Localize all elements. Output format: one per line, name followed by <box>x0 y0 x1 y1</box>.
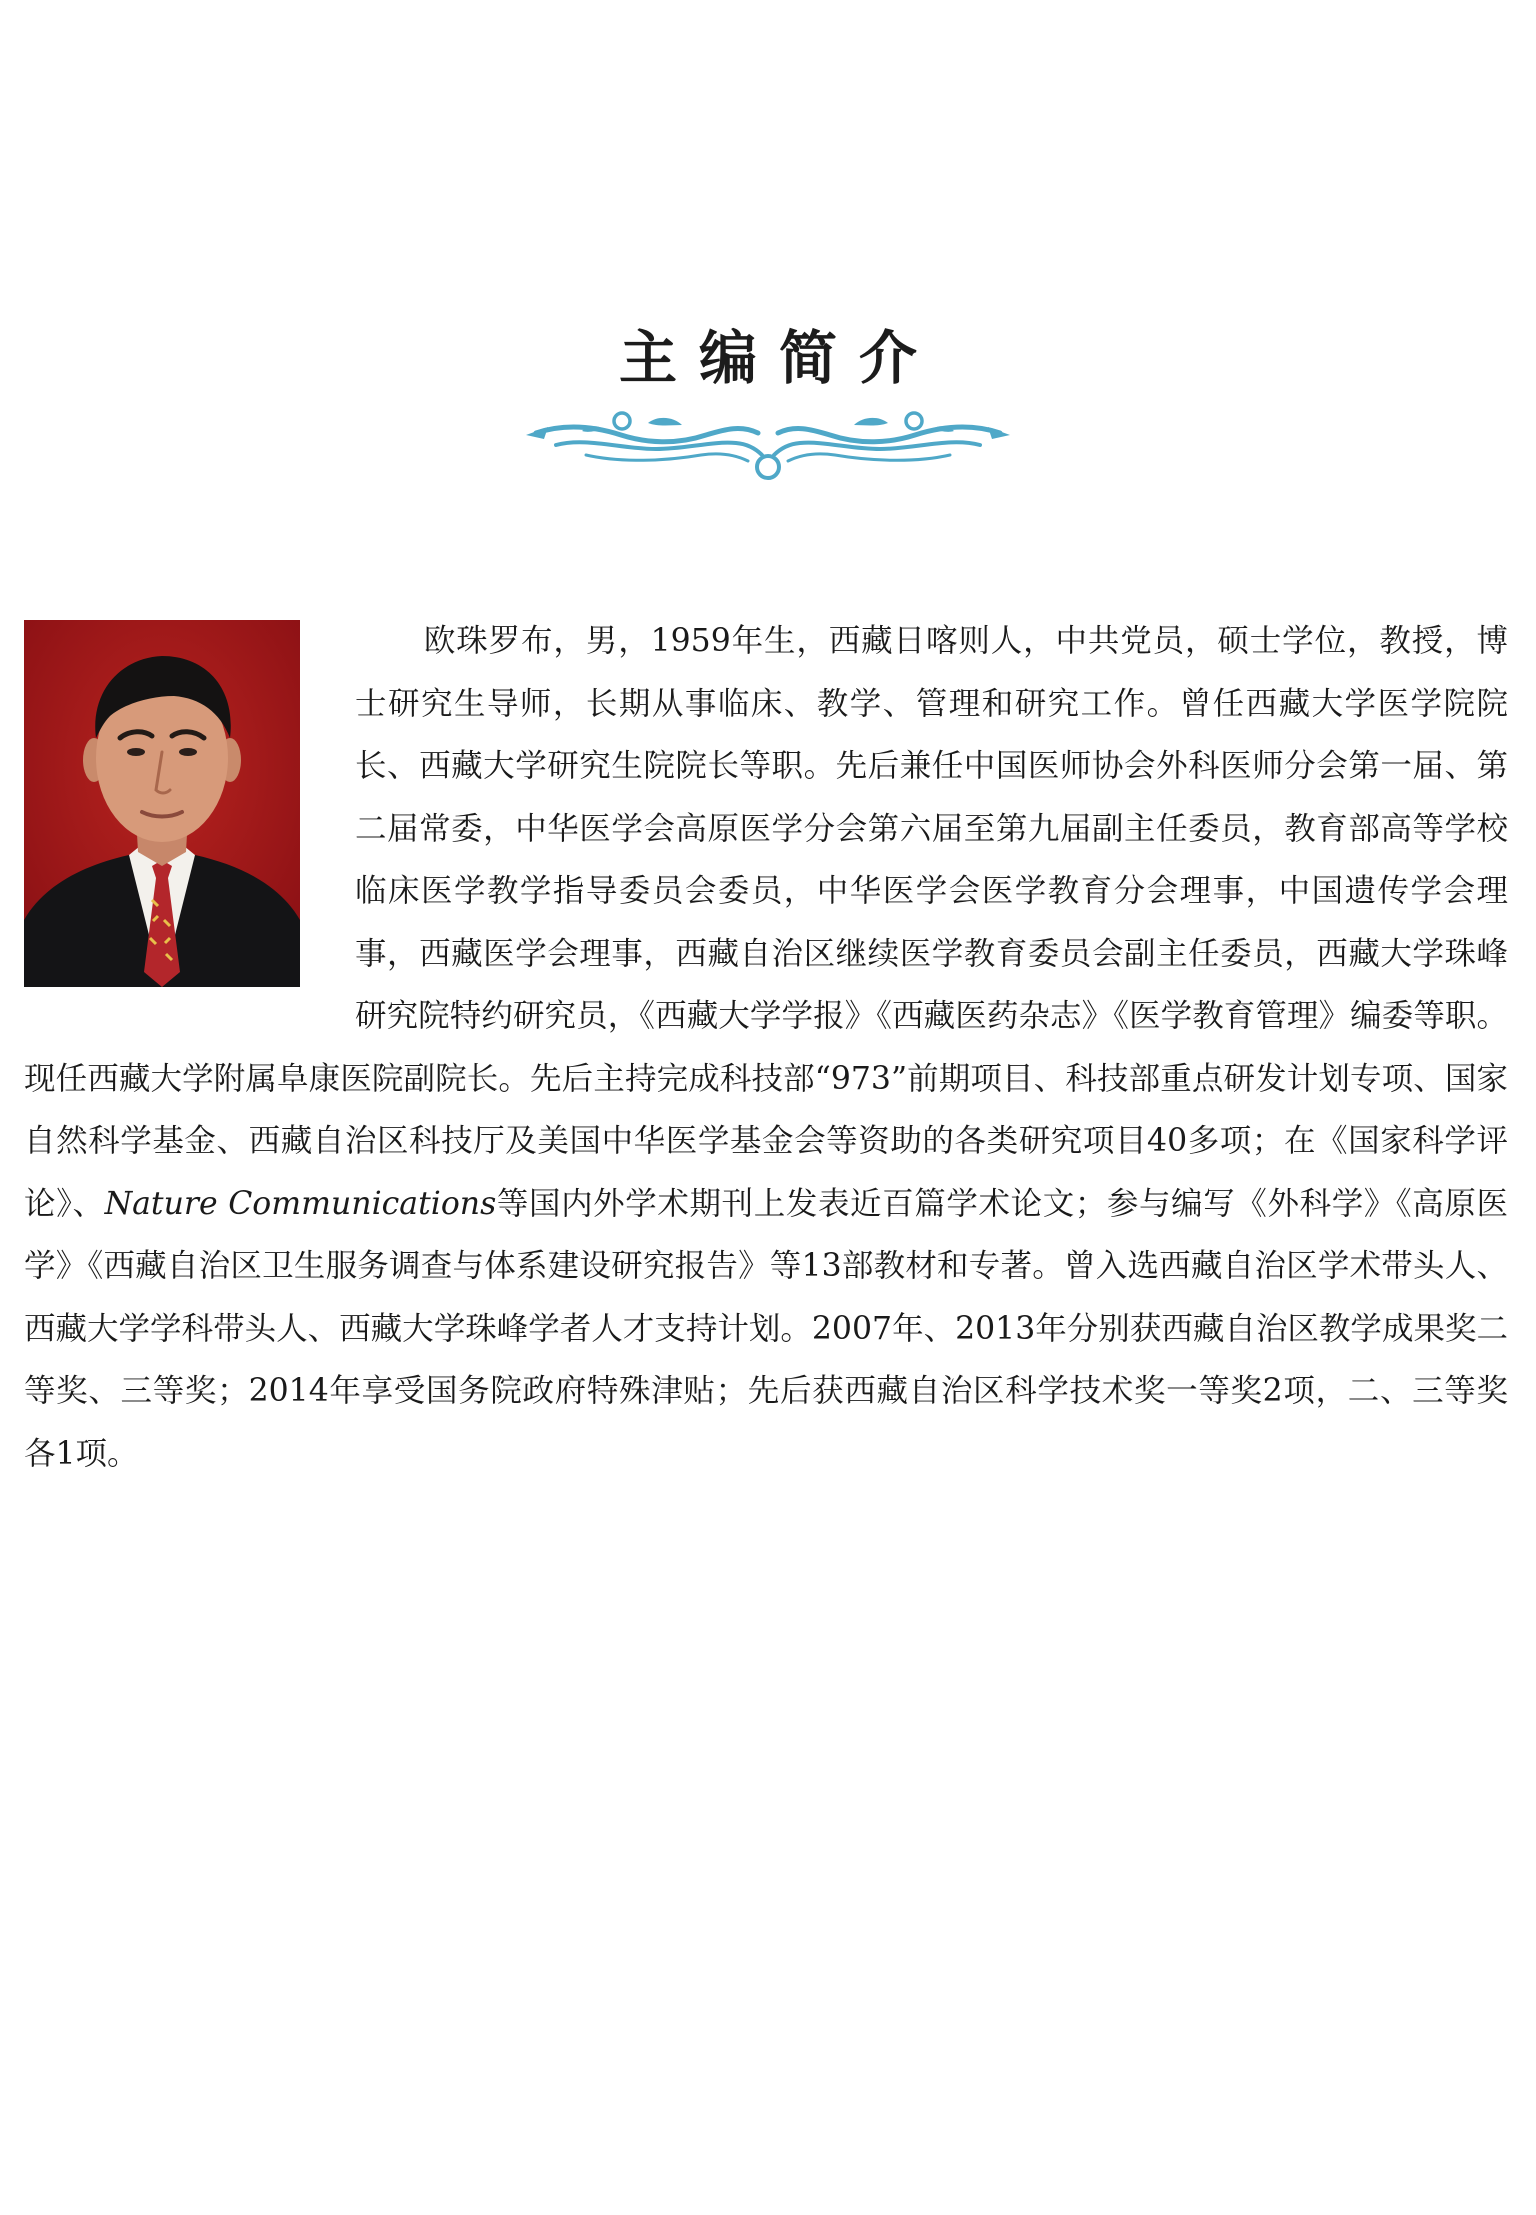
bio-journal-italic: Nature Communications <box>104 1185 497 1222</box>
bio-part-1: 欧珠罗布，男，1959年生，西藏日喀则人，中共党员，硕士学位，教授，博士研究生导师，长期从事临床、教学、管理和研究工作。曾任西藏大学医学院院长、西藏大学研究生院院长等职。先后兼任中国医师协会外科医师分会第一届、第二届常委，中华医学会高原医学分会第六届至第九届副主任委员，教育部高等学校临床医学教学指导委员会委员，中华医学会医学教育分会理事，中国遗传学会理事，西藏医学会理事，西藏自治区继续医学教育委员会副主任委员，西藏大学珠峰研究院特约研究员，《西藏大学学报》《西藏医药杂志》《医学教育管理》编委等职。现任西藏大学附属阜康医院副院长。先后主持完成科技部“973”前期项目、科技部重点研发计划专项、国家自然科学基金、西藏自治区科技厅及美国中华医学基金会等资助的各类研究项目40多项；在《国家科学评论》、 <box>24 623 1508 1222</box>
decorative-wave-ornament-icon <box>526 405 1010 481</box>
portrait-spacer <box>24 610 355 998</box>
page-title: 主编简介 <box>618 324 939 392</box>
editor-biography <box>24 610 1508 1485</box>
bio-part-2: 等国内外学术期刊上发表近百篇学术论文；参与编写《外科学》《高原医学》《西藏自治区卫生服务调查与体系建设研究报告》等13部教材和专著。曾入选西藏自治区学术带头人、西藏大学学科带头人、西藏大学珠峰学者人才支持计划。2007年、2013年分别获西藏自治区教学成果奖二等奖、三等奖；2014年享受国务院政府特殊津贴；先后获西藏自治区科学技术奖一等奖2项，二、三等奖各1项。 <box>24 1185 1508 1472</box>
